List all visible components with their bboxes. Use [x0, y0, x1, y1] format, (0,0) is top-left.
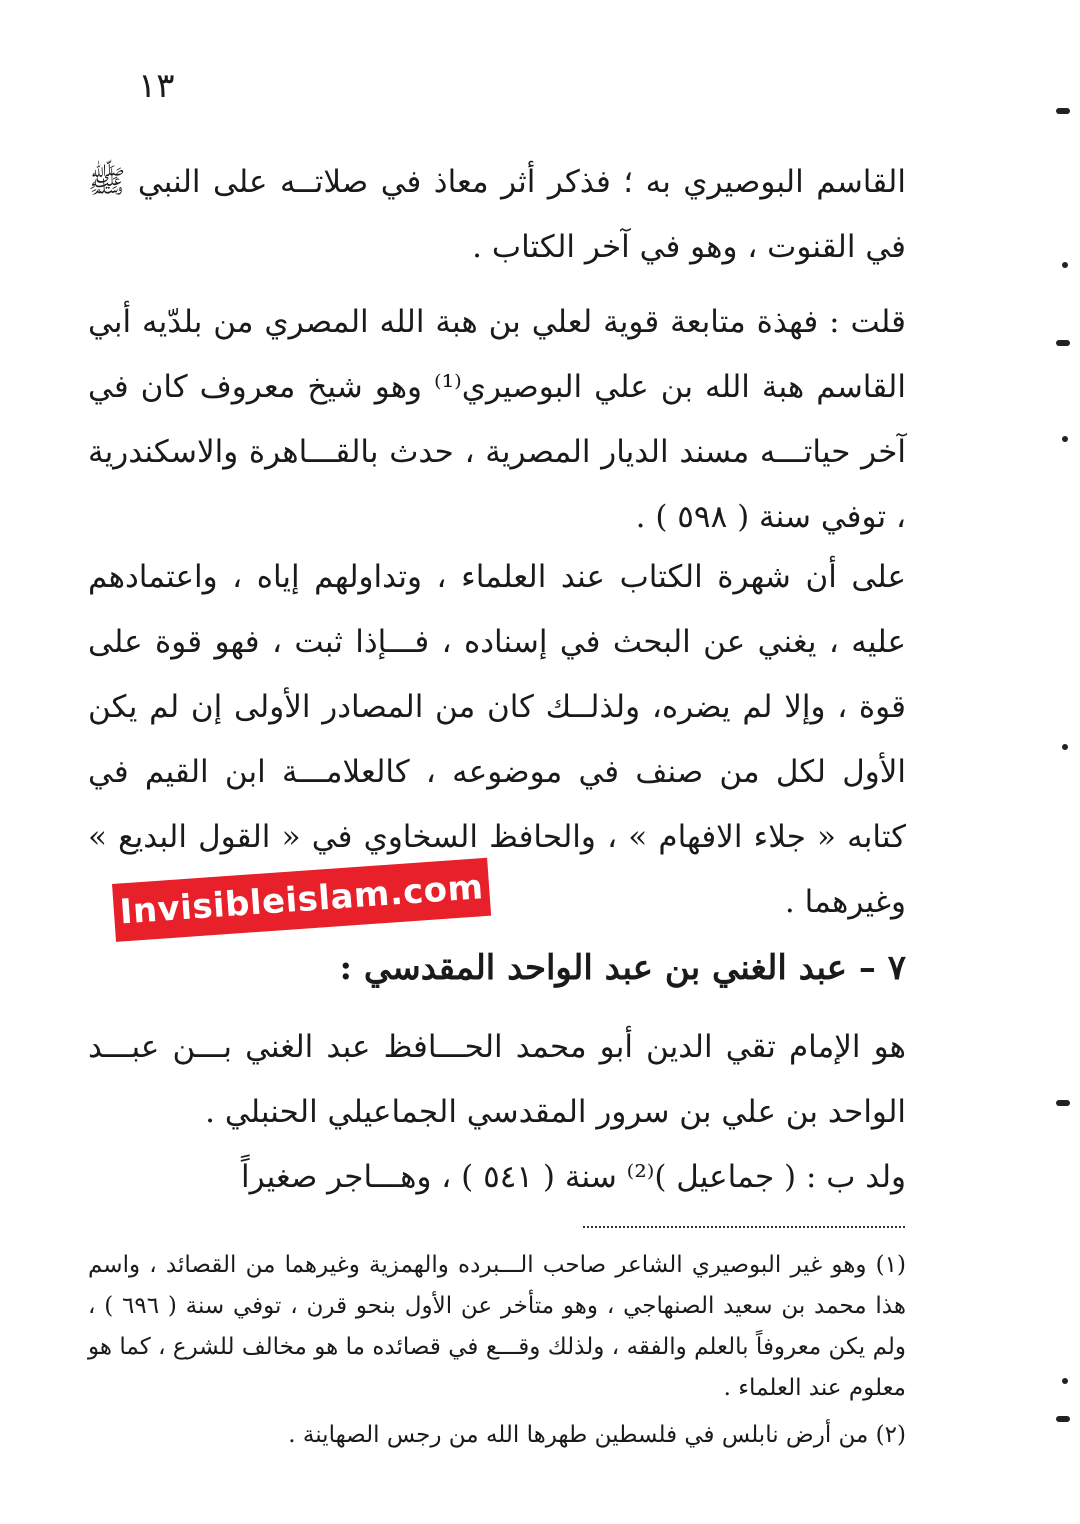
section-paragraph-1 [88, 1015, 906, 1145]
page-number: ١٣ [138, 66, 175, 106]
paragraph-text: هو الإمام تقي الدين أبو محمد الحـــافظ عبد الغني بـــن عبـــد الواحد بن علي بن سرور المقدسي الجماعيلي الحنبلي . [88, 1029, 906, 1130]
section-heading: ٧ – عبد الغني بن عبد الواحد المقدسي : [339, 948, 906, 988]
paragraph-text: ولد ب : ( جماعيل )⁽²⁾ سنة ( ٥٤١ ) ، وهـــاجر صغيراً [240, 1159, 906, 1195]
paragraph-1 [88, 150, 906, 280]
scan-margin-mark [1056, 108, 1070, 114]
paragraph-2 [88, 290, 906, 550]
paragraph-text: القاسم البوصيري به ؛ فذكر أثر معاذ في صلاتــه على النبي ﷺ في القنوت ، وهو في آخر الكتاب . [88, 164, 906, 265]
footnotes [88, 1245, 906, 1456]
footnote-2: (٢) من أرض نابلس في فلسطين طهرها الله من رجس الصهاينة . [288, 1422, 906, 1448]
scan-margin-mark [1062, 436, 1068, 442]
footnote-divider [583, 1226, 905, 1228]
paragraph-text: قلت : فهذة متابعة قوية لعلي بن هبة الله المصري من بلدّيه أبي القاسم هبة الله بن علي البوصيري⁽¹⁾ وهو شيخ معروف كان في آخر حياتـــه مسند الديار المصرية ، حدث بالقـــاهرة والاسكندرية ، توفي سنة ( ٥٩٨ ) . [88, 304, 906, 535]
section-paragraph-2 [88, 1145, 906, 1210]
scan-margin-mark [1056, 1100, 1070, 1106]
watermark-text: Invisibleislam.com [118, 867, 485, 933]
scan-margin-mark [1056, 1416, 1070, 1422]
scan-margin-mark [1062, 262, 1068, 268]
scan-margin-mark [1062, 1378, 1068, 1384]
scan-margin-mark [1062, 744, 1068, 750]
scan-margin-mark [1056, 340, 1070, 346]
paragraph-text: على أن شهرة الكتاب عند العلماء ، وتداولهم إياه ، واعتمادهم عليه ، يغني عن البحث في إسناده ، فـــإذا ثبت ، فهو قوة على قوة ، وإلا لم يضره، ولذلــك كان من المصادر الأولى إن لم يكن الأول لكل من صنف في موضوعه ، كالعلامـــة ابن القيم في كتابه « جلاء الافهام » ، والحافظ السخاوي في « القول البديع » وغيرهما . [88, 559, 906, 920]
footnote-1: (١) وهو غير البوصيري الشاعر صاحب الـــبرده والهمزية وغيرهما من القصائد ، واسم هذا محمد بن سعيد الصنهاجي ، وهو متأخر عن الأول بنحو قرن ، توفي سنة ( ٦٩٦ ) ، ولم يكن معروفاً بالعلم والفقه ، ولذلك وقـــع في قصائده ما هو مخالف للشرع ، كما هو معلوم عند العلماء . [88, 1252, 906, 1401]
